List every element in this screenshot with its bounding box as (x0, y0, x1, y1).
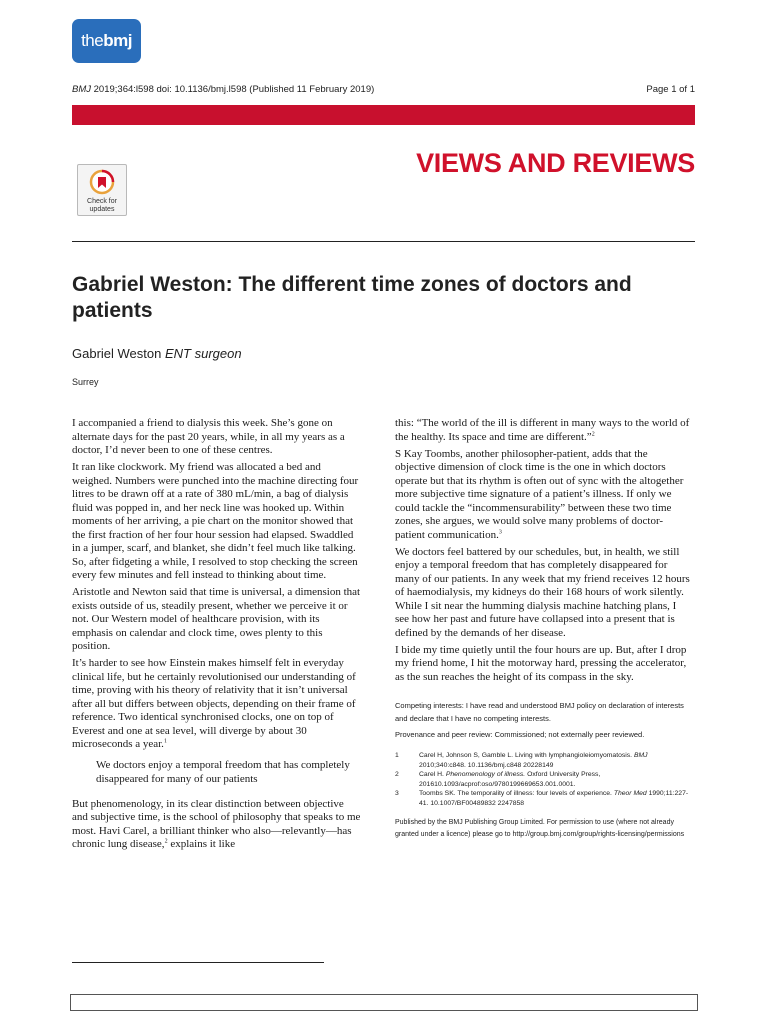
reference-journal: Theor Med (613, 790, 647, 797)
paragraph-text: explains it like (167, 838, 236, 850)
provenance: Provenance and peer review: Commissioned; not externally peer reviewed. (395, 729, 645, 739)
author-role: ENT surgeon (164, 346, 242, 361)
reference-number: 3 (395, 790, 399, 797)
paragraph (72, 798, 362, 852)
paragraph: I accompanied a friend to dialysis this week. She’s gone on alternate days for the past 20 years, while, in all my years as a doctor, I’d never been to one of these centres. (72, 417, 345, 456)
paragraph: I bide my time quietly until the four hours are up. But, after I drop my friend home, I hit the motorway hard, pressing the accelerator, as the sun reaches the height of its compass in the sky. (395, 643, 687, 683)
reference-item (395, 751, 690, 770)
reference-item (395, 770, 690, 789)
reference-link[interactable]: 3 (498, 528, 502, 535)
paragraph-text: But phenomenology, in its clear distinction between objective and subjective time, is the school of philosophy that speaks to me most. Havi Carel, a brilliant thinker who also—relevantly—has chronic lung disease, (72, 797, 361, 850)
paragraph-text: It’s harder to see how Einstein makes himself felt in everyday clinical life, but he certainly revolutionised our understanding of time, proving with his theory of relativity that it isn’t universal after all but differs between objects, depending on their frame of reference. Two identical synchronised clocks, one on top of Everest and one at sea level, will diverge by about 30 microseconds a year. (72, 657, 356, 750)
footer-box (70, 994, 698, 1011)
reference-number: 1 (395, 752, 399, 759)
paragraph-text: this: “The world of the ill is different in many ways to the world of the healthy. Its space and time are different.” (395, 417, 690, 443)
badge-label (87, 198, 117, 213)
reference-text (419, 789, 690, 808)
reference-journal: BMJ (633, 752, 648, 759)
reference-item (395, 789, 690, 808)
author-name: Gabriel Weston (72, 346, 162, 361)
paragraph (395, 417, 690, 444)
paragraph-text: S Kay Toombs, another philosopher-patient, adds that the objective dimension of clock time is the one in which doctors operate but that its rhythm is often out of sync with the altogether more subjective time signature of a patient’s illness. If only we could tackle the “incommensurability” between these two time zones, she argues, we would solve many problems of doctor-patient communication. (395, 447, 684, 541)
reference-journal: Phenomenology of illness. (445, 771, 526, 778)
paragraph: Aristotle and Newton said that time is universal, a dimension that exists outside of us, steadily present, whether we perceive it or not. Our Western model of healthcare provision, with its emphasis on calendar and clock time, owes plenty to this position. (72, 586, 361, 652)
badge-line-1: Check for (87, 198, 117, 205)
reference-link[interactable]: 1 (163, 738, 167, 745)
paragraph: We doctors feel battered by our schedules, but, in health, we still enjoy a temporal freedom that has completely disappeared for many of our patients. In any week that my friend receives 12 hours of haemodialysis, my kidneys do their 168 hours of work silently. While I sit near the humming dialysis machine hatching plans, I see how her past and future have collapsed into a present that is defined by the demands of her disease. (395, 545, 690, 639)
reference-link[interactable]: 2 (591, 430, 595, 437)
body-right-column (395, 417, 690, 845)
reference-authors: Carel H, Johnson S, Gamble L. Living with lymphangioleiomyomatosis. (419, 752, 634, 759)
check-for-updates-badge[interactable] (77, 164, 127, 216)
competing-interests: Competing interests: I have read and understood BMJ policy on declaration of interests and declare that I have no competing interests. (395, 701, 684, 723)
reference-text (419, 751, 690, 770)
reference-authors: Toombs SK. The temporality of illness: four levels of experience. (419, 790, 614, 797)
page-number: Page 1 of 1 (646, 84, 695, 95)
header-red-bar (72, 105, 695, 125)
citation-line (72, 84, 374, 95)
reference-number: 2 (395, 771, 399, 778)
affiliation: Surrey (72, 377, 99, 387)
reference-link[interactable]: 2 (164, 838, 168, 845)
title-divider (72, 241, 695, 242)
logo-the-text: the (81, 31, 104, 50)
reference-authors: Carel H. (419, 771, 446, 778)
bmj-logo[interactable] (72, 19, 141, 63)
article-title: Gabriel Weston: The different time zones of doctors and patients (72, 273, 632, 322)
reference-details: 2010;340:c848. 10.1136/bmj.c848 20228149 (419, 761, 554, 769)
reference-details: Oxford University Press, 201610.1093/acprof:oso/9780199669653.001.0001. (419, 771, 601, 788)
journal-name: BMJ (72, 84, 91, 95)
paragraph (395, 448, 690, 543)
badge-line-2: updates (89, 205, 115, 213)
reference-text (419, 770, 690, 789)
pull-quote: We doctors enjoy a temporal freedom that has completely disappeared for many of our patients (96, 758, 350, 785)
citation-text: 2019;364:l598 doi: 10.1136/bmj.l598 (Published 11 February 2019) (91, 84, 375, 95)
reference-details: 1990;11:227-41. 10.1007/BF00489832 2247858 (419, 790, 689, 807)
footnote-divider (72, 962, 324, 963)
paragraph: It ran like clockwork. My friend was allocated a bed and weighed. Numbers were punched into the machine directing four litres to be drawn off at a rate of 380 mL/min, a bag of dialysis fluid was popped in, and her neck line was hooked up. Within moments of her arriving, a pie chart on the monitor showed that the first fraction of her four hour session had elapsed. Swaddled in a jumper, scarf, and blanket, she didn’t feel much like talking. So, after fidgeting a while, I resolved to stop checking the screen every few minutes and fell instead to thinking about time. (72, 461, 359, 581)
author-line (72, 346, 242, 361)
logo-bmj-text: bmj (103, 31, 132, 50)
crossmark-icon (89, 169, 115, 197)
reference-list (395, 751, 690, 808)
paragraph (72, 657, 362, 752)
publisher-notice: Published by the BMJ Publishing Group Limited. For permission to use (where not already granted under a licence) please go to http://group.bmj.com/group/rights-licensing/permissions (395, 819, 685, 838)
section-title: VIEWS AND REVIEWS (416, 148, 695, 178)
body-left-column (72, 417, 362, 855)
